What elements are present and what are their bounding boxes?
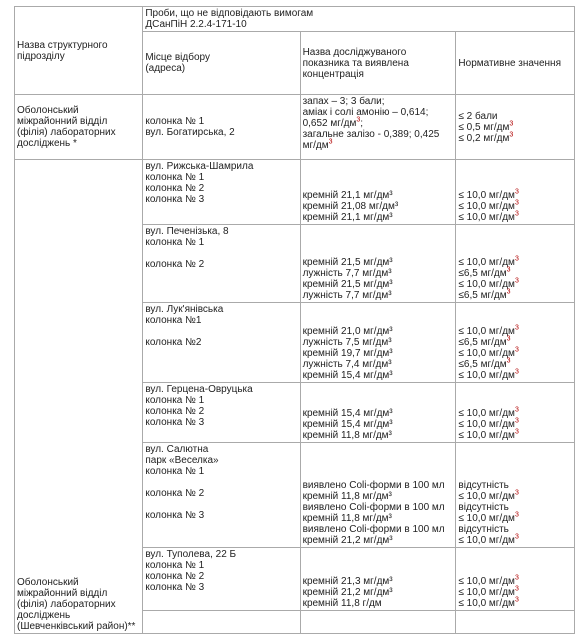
indicator-line: кремній 21,0 мг/дм³ (302, 326, 393, 337)
indicator-line: виявлено Coli-форми в 100 мл (302, 480, 445, 491)
unit-line: міжрайонний відділ (17, 588, 108, 599)
location-line: вул. Салютна (145, 444, 209, 455)
norm-line (458, 348, 572, 359)
norm-line (458, 290, 572, 301)
indicator-line: кремній 21,3 мг/дм³ (302, 576, 393, 587)
location-line: колонка № 1 (145, 116, 205, 127)
indicator-cell (300, 548, 456, 611)
superscript: 3 (506, 335, 511, 343)
superscript: 3 (514, 417, 519, 425)
norm-value: ≤ 10,0 мг/дм (458, 408, 515, 419)
norm-line: відсутність (458, 480, 509, 491)
superscript: 3 (506, 266, 511, 274)
norm-value: ≤ 10,0 мг/дм (458, 257, 515, 268)
unit-cell (15, 160, 143, 634)
samples-header (143, 7, 575, 32)
indicator-line: кремній 21,5 мг/дм³ (302, 279, 393, 290)
location-line: колонка № 1 (145, 237, 205, 248)
location-line: колонка № 2 (145, 571, 205, 582)
indicator-line: загальне залізо - 0,389; 0,425 (302, 129, 440, 140)
spacer (145, 477, 297, 488)
location-line: вул. Богатирська, 2 (145, 127, 235, 138)
superscript: 3 (514, 255, 519, 263)
indicator-line: кремній 19,7 мг/дм³ (302, 348, 393, 359)
location-line: колонка № 3 (145, 417, 205, 428)
location-line: колонка № 2 (145, 488, 205, 499)
indicator-line: аміак і солі амонію – 0,614; (302, 107, 429, 118)
norm-line: ≤ 2 бали (458, 110, 498, 122)
indicator-line: кремній 21,5 мг/дм³ (302, 257, 393, 268)
superscript: 3 (506, 288, 511, 296)
norm-line (458, 491, 572, 502)
location-cell (143, 225, 300, 303)
superscript: 3 (514, 596, 519, 604)
location-cell (143, 303, 300, 383)
norm-value: ≤ 10,0 мг/дм (458, 212, 515, 223)
superscript: 3 (514, 406, 519, 414)
table-row (15, 95, 575, 160)
location-cell (143, 95, 300, 160)
location-line: вул. Рижська-Шамрила (145, 161, 254, 172)
superscript: 3 (509, 131, 514, 139)
superscript: 3 (514, 585, 519, 593)
norm-line (458, 430, 572, 441)
superscript: 3 (509, 120, 514, 128)
location-line: колонка №1 (145, 315, 202, 326)
superscript: 3 (514, 277, 519, 285)
norm-line (458, 122, 572, 133)
norm-line (458, 279, 572, 290)
spacer (145, 499, 297, 510)
norm-cell (456, 225, 575, 303)
indicator-line: 0,652 $мг/дм^3$; (302, 116, 364, 129)
table-row (15, 160, 575, 225)
unit-line: міжрайонний відділ (17, 116, 108, 127)
superscript: 3 (506, 357, 511, 365)
indicator-line: кремній 15,4 мг/дм³ (302, 408, 393, 419)
norm-value: ≤6,5 мг/дм (458, 337, 507, 348)
norm-value: ≤6,5 мг/дм (458, 290, 507, 301)
superscript: 3 (514, 574, 519, 582)
norm-value: ≤6,5 мг/дм (458, 359, 507, 370)
norm-value: ≤ 0,2 мг/дм (458, 132, 510, 144)
location-line: колонка № 1 (145, 560, 205, 571)
indicator-line: запах – 3; 3 бали; (302, 96, 385, 107)
samples-title-line: ДСанПіН 2.2.4-171-10 (145, 19, 247, 30)
indicator-cell (300, 443, 456, 548)
superscript: 3 (514, 428, 519, 436)
indicator-line: кремній 11,8 мг/дм³ (302, 491, 392, 502)
indicator-line: лужність 7,5 мг/дм³ (302, 337, 392, 348)
unit-line: (філія) лабораторних (17, 599, 116, 610)
location-line: колонка № 1 (145, 172, 205, 183)
indicator-line: лужність 7,7 мг/дм³ (302, 290, 392, 301)
location-cell (143, 611, 300, 634)
spacer (145, 326, 297, 337)
superscript: 3 (514, 368, 519, 376)
unit-line: (філія) лабораторних (17, 127, 116, 138)
norm-value: ≤ 10,0 мг/дм (458, 348, 515, 359)
norm-line (458, 370, 572, 381)
norm-value: ≤ 10,0 мг/дм (458, 430, 515, 441)
location-line: колонка № 3 (145, 582, 205, 593)
norm-cell (456, 160, 575, 225)
indicator-cell (300, 160, 456, 225)
norm-value: ≤ 0,5 мг/дм (458, 121, 510, 133)
indicator-cell (300, 611, 456, 634)
norm-value: ≤ 10,0 мг/дм (458, 535, 515, 546)
location-line: вул. Лук'янівська (145, 304, 224, 315)
norm-cell (456, 303, 575, 383)
superscript: 3 (514, 533, 519, 541)
norm-cell (456, 611, 575, 634)
norm-value: ≤ 10,0 мг/дм (458, 513, 515, 524)
indicator-line: виявлено Coli-форми в 100 мл (302, 502, 445, 513)
normative-header (456, 32, 575, 95)
norm-value: ≤ 10,0 мг/дм (458, 491, 515, 502)
indicator-line: кремній 21,08 мг/дм³ (302, 201, 399, 212)
norm-cell (456, 443, 575, 548)
norm-line: відсутність (458, 524, 509, 535)
norm-cell (456, 95, 575, 160)
indicator-line: кремній 15,4 мг/дм³ (302, 370, 393, 381)
indicator-line: кремній 21,2 мг/дм³ (302, 587, 393, 598)
norm-line (458, 598, 572, 609)
unit-line: досліджень * (17, 138, 77, 149)
norm-value: ≤ 10,0 мг/дм (458, 576, 515, 587)
location-line: колонка №2 (145, 337, 202, 348)
indicator-header-line: Назва досліджуваного (302, 46, 407, 58)
indicator-line: кремній 11,8 г/дм (302, 598, 382, 609)
indicator-line: лужність 7,4 мг/дм³ (302, 359, 392, 370)
indicator-header-line: показника та виявлена (302, 57, 409, 69)
spacer (145, 248, 297, 259)
norm-cell (456, 383, 575, 443)
indicator-cell (300, 303, 456, 383)
norm-value: ≤ 10,0 мг/дм (458, 587, 515, 598)
norm-line (458, 326, 572, 337)
unit-line: Оболонський (17, 105, 79, 116)
table-header-row (15, 7, 575, 32)
indicator-line (303, 140, 454, 151)
indicator-line: виявлено Coli-форми в 100 мл (302, 524, 445, 535)
location-cell (143, 160, 300, 225)
indicator-value: 0,652 мг/дм (302, 118, 357, 129)
location-header-line: (адреса) (145, 63, 186, 74)
norm-line (458, 133, 572, 144)
location-line: парк «Веселка» (145, 455, 219, 466)
location-header (143, 32, 300, 95)
superscript: 3 (356, 116, 361, 124)
indicator-cell (300, 225, 456, 303)
indicator-header-line: концентрація (302, 68, 364, 80)
location-line: вул. Туполева, 22 Б (145, 549, 237, 560)
superscript: 3 (514, 210, 519, 218)
norm-value: ≤ 10,0 мг/дм (458, 190, 515, 201)
norm-cell (456, 548, 575, 611)
location-cell (143, 383, 300, 443)
indicator-value: мг/дм (302, 140, 329, 151)
superscript: 3 (514, 188, 519, 196)
samples-title-line: Проби, що не відповідають вимогам (145, 8, 314, 19)
indicator-line: кремній 11,8 мг/дм³ (302, 513, 392, 524)
indicator-line: кремній 21,2 мг/дм³ (302, 535, 393, 546)
norm-value: ≤ 10,0 мг/дм (458, 370, 515, 381)
location-line: колонка № 1 (145, 466, 205, 477)
location-line: вул. Герцена-Овруцька (145, 384, 253, 395)
norm-value: ≤6,5 мг/дм (458, 268, 507, 279)
indicator-line: кремній 21,1 мг/дм³ (302, 212, 393, 223)
location-line: колонка № 3 (145, 510, 205, 521)
superscript: 3 (514, 324, 519, 332)
indicator-cell (300, 383, 456, 443)
superscript: 3 (514, 346, 519, 354)
indicator-cell (300, 95, 456, 160)
norm-line (458, 257, 572, 268)
unit-line: Оболонський (17, 577, 79, 588)
indicator-line: кремній 21,1 мг/дм³ (302, 190, 393, 201)
norm-value: ≤ 10,0 мг/дм (458, 419, 515, 430)
location-cell (143, 548, 300, 611)
norm-line (458, 513, 572, 524)
superscript: 3 (328, 138, 333, 146)
unit-line: досліджень (17, 610, 71, 621)
indicator-header (300, 32, 456, 95)
norm-line (458, 212, 572, 223)
indicator-line: лужність 7,7 мг/дм³ (302, 268, 392, 279)
location-line: колонка № 1 (145, 395, 205, 406)
location-line: колонка № 3 (145, 194, 205, 205)
norm-line (458, 535, 572, 546)
location-line: колонка № 2 (145, 183, 205, 194)
norm-value: ≤ 10,0 мг/дм (458, 326, 515, 337)
location-line: колонка № 2 (145, 259, 205, 270)
water-samples-table (14, 6, 575, 634)
superscript: 3 (514, 199, 519, 207)
unit-cell (15, 95, 143, 160)
location-cell (143, 443, 300, 548)
superscript: 3 (514, 511, 519, 519)
unit-line: (Шевченківський район)** (17, 621, 136, 632)
norm-value: ≤ 10,0 мг/дм (458, 279, 515, 290)
unit-name-header (15, 7, 143, 95)
indicator-line: кремній 15,4 мг/дм³ (302, 419, 393, 430)
location-line: колонка № 2 (145, 406, 205, 417)
normative-header-text: Нормативне значення (458, 57, 561, 69)
norm-line: відсутність (458, 502, 509, 513)
norm-value: ≤ 10,0 мг/дм (458, 201, 515, 212)
location-line: вул. Печенізька, 8 (145, 226, 229, 237)
norm-value: ≤ 10,0 мг/дм (458, 598, 515, 609)
location-header-line: Місце відбору (145, 52, 210, 63)
unit-name-header-text: Назва структурного підрозділу (17, 39, 108, 62)
superscript: 3 (514, 489, 519, 497)
indicator-line: кремній 11,8 мг/дм³ (302, 430, 392, 441)
